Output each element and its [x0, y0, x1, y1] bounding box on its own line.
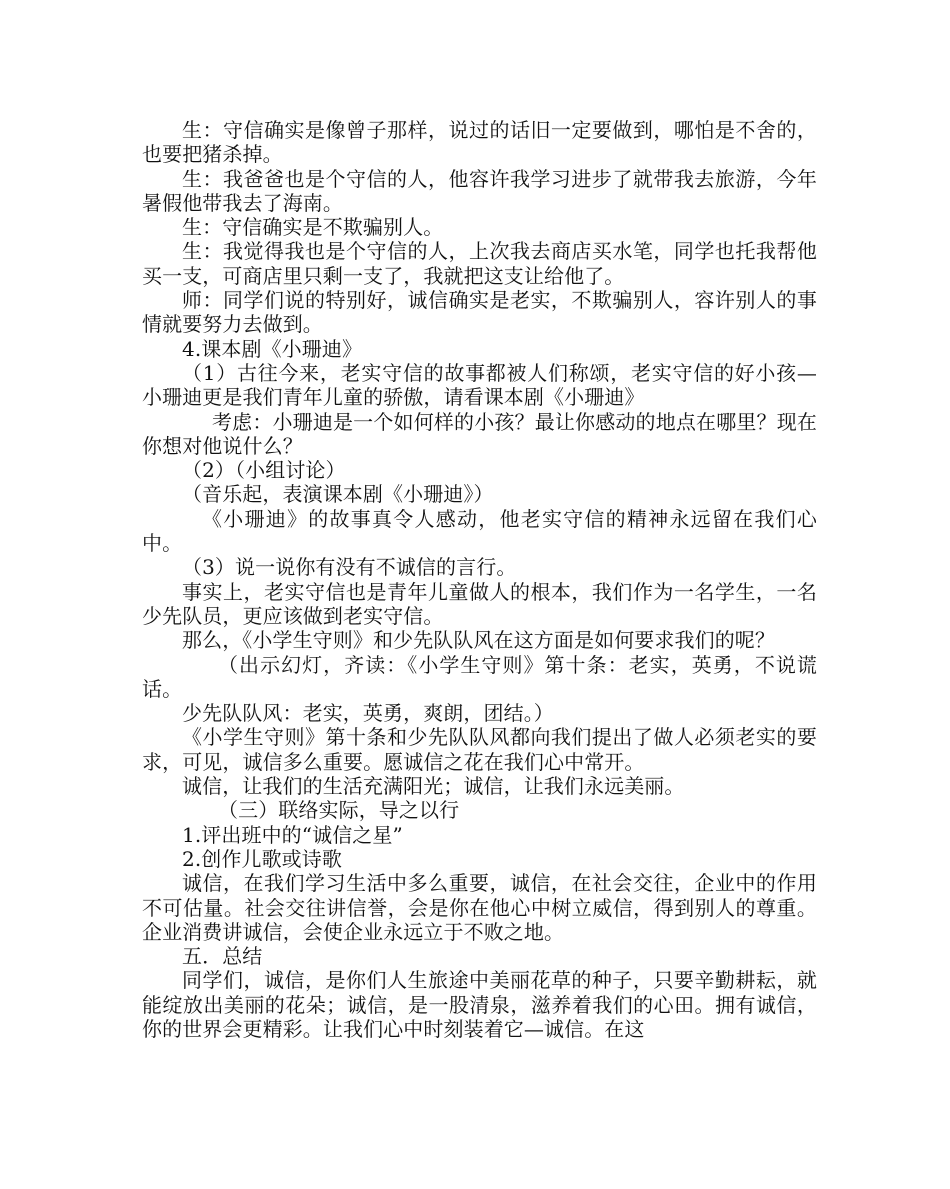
paragraph: 师：同学们说的特别好，诚信确实是老实，不欺骗别人，容许别人的事情就要努力去做到。 [142, 288, 817, 337]
paragraph: 诚信，让我们的生活充满阳光；诚信，让我们永远美丽。 [182, 774, 685, 799]
paragraph: （1）古往今来，老实守信的故事都被人们称颂，老实守信的好小孩—小珊迪更是我们青年儿童的骄傲，请看课本剧《小珊迪》 [142, 360, 817, 410]
paragraph: 《小珊迪》的故事真令人感动，他老实守信的精神永远留在我们心中。 [142, 506, 817, 556]
paragraph: 生：守信确实是像曾子那样，说过的话旧一定要做到，哪怕是不舍的，也要把猪杀掉。 [142, 118, 817, 167]
list-item: 2.创作儿歌或诗歌 [182, 846, 342, 871]
section-heading: 4.课本剧《小珊迪》 [182, 336, 363, 361]
section-heading: 五．总结 [182, 944, 263, 969]
paragraph: 同学们，诚信，是你们人生旅途中美丽花草的种子，只要辛勤耕耘，就能绽放出美丽的花朵；诚信，是一股清泉，滋养着我们的心田。拥有诚信，你的世界会更精彩。让我们心中时刻装着它—诚信。在这 [142, 968, 817, 1041]
paragraph: 生：我爸爸也是个守信的人，他容许我学习进步了就带我去旅游，今年暑假他带我去了海南。 [142, 166, 817, 215]
paragraph: （2）（小组讨论） [182, 458, 346, 483]
paragraph: 少先队队风：老实，英勇，爽朗，团结。） [182, 701, 554, 726]
list-item: 1.评出班中的“诚信之星” [182, 822, 403, 847]
paragraph: 诚信，在我们学习生活中多么重要，诚信，在社会交往，企业中的作用不可估量。社会交往讲信誉，会是你在他心中树立威信，得到别人的尊重。企业消费讲诚信，会使企业永远立于不败之地。 [142, 871, 817, 944]
paragraph: 事实上，老实守信也是青年儿童做人的根本，我们作为一名学生，一名少先队员，更应该做到老实守信。 [142, 579, 817, 628]
paragraph: （3）说一说你有没有不诚信的言行。 [182, 555, 517, 580]
paragraph: 考虑：小珊迪是一个如何样的小孩？最让你感动的地点在哪里？现在你想对他说什么？ [142, 409, 817, 458]
paragraph: 生：我觉得我也是个守信的人，上次我去商店买水笔，同学也托我帮他买一支，可商店里只剩一支了，我就把这支让给他了。 [142, 239, 817, 288]
paragraph: 生：守信确实是不欺骗别人。 [182, 215, 444, 240]
paragraph: 那么，《小学生守则》和少先队队风在这方面是如何要求我们的呢？ [182, 628, 775, 653]
paragraph: （音乐起，表演课本剧《小珊迪》） [182, 482, 494, 507]
document-body [142, 118, 817, 1041]
section-heading: （三）联络实际，导之以行 [218, 798, 460, 823]
paragraph: （出示幻灯，齐读：《小学生守则》第十条：老实，英勇，不说谎话。 [142, 652, 817, 701]
paragraph: 《小学生守则》第十条和少先队队风都向我们提出了做人必须老实的要求，可见，诚信多么重要。愿诚信之花在我们心中常开。 [142, 725, 817, 774]
